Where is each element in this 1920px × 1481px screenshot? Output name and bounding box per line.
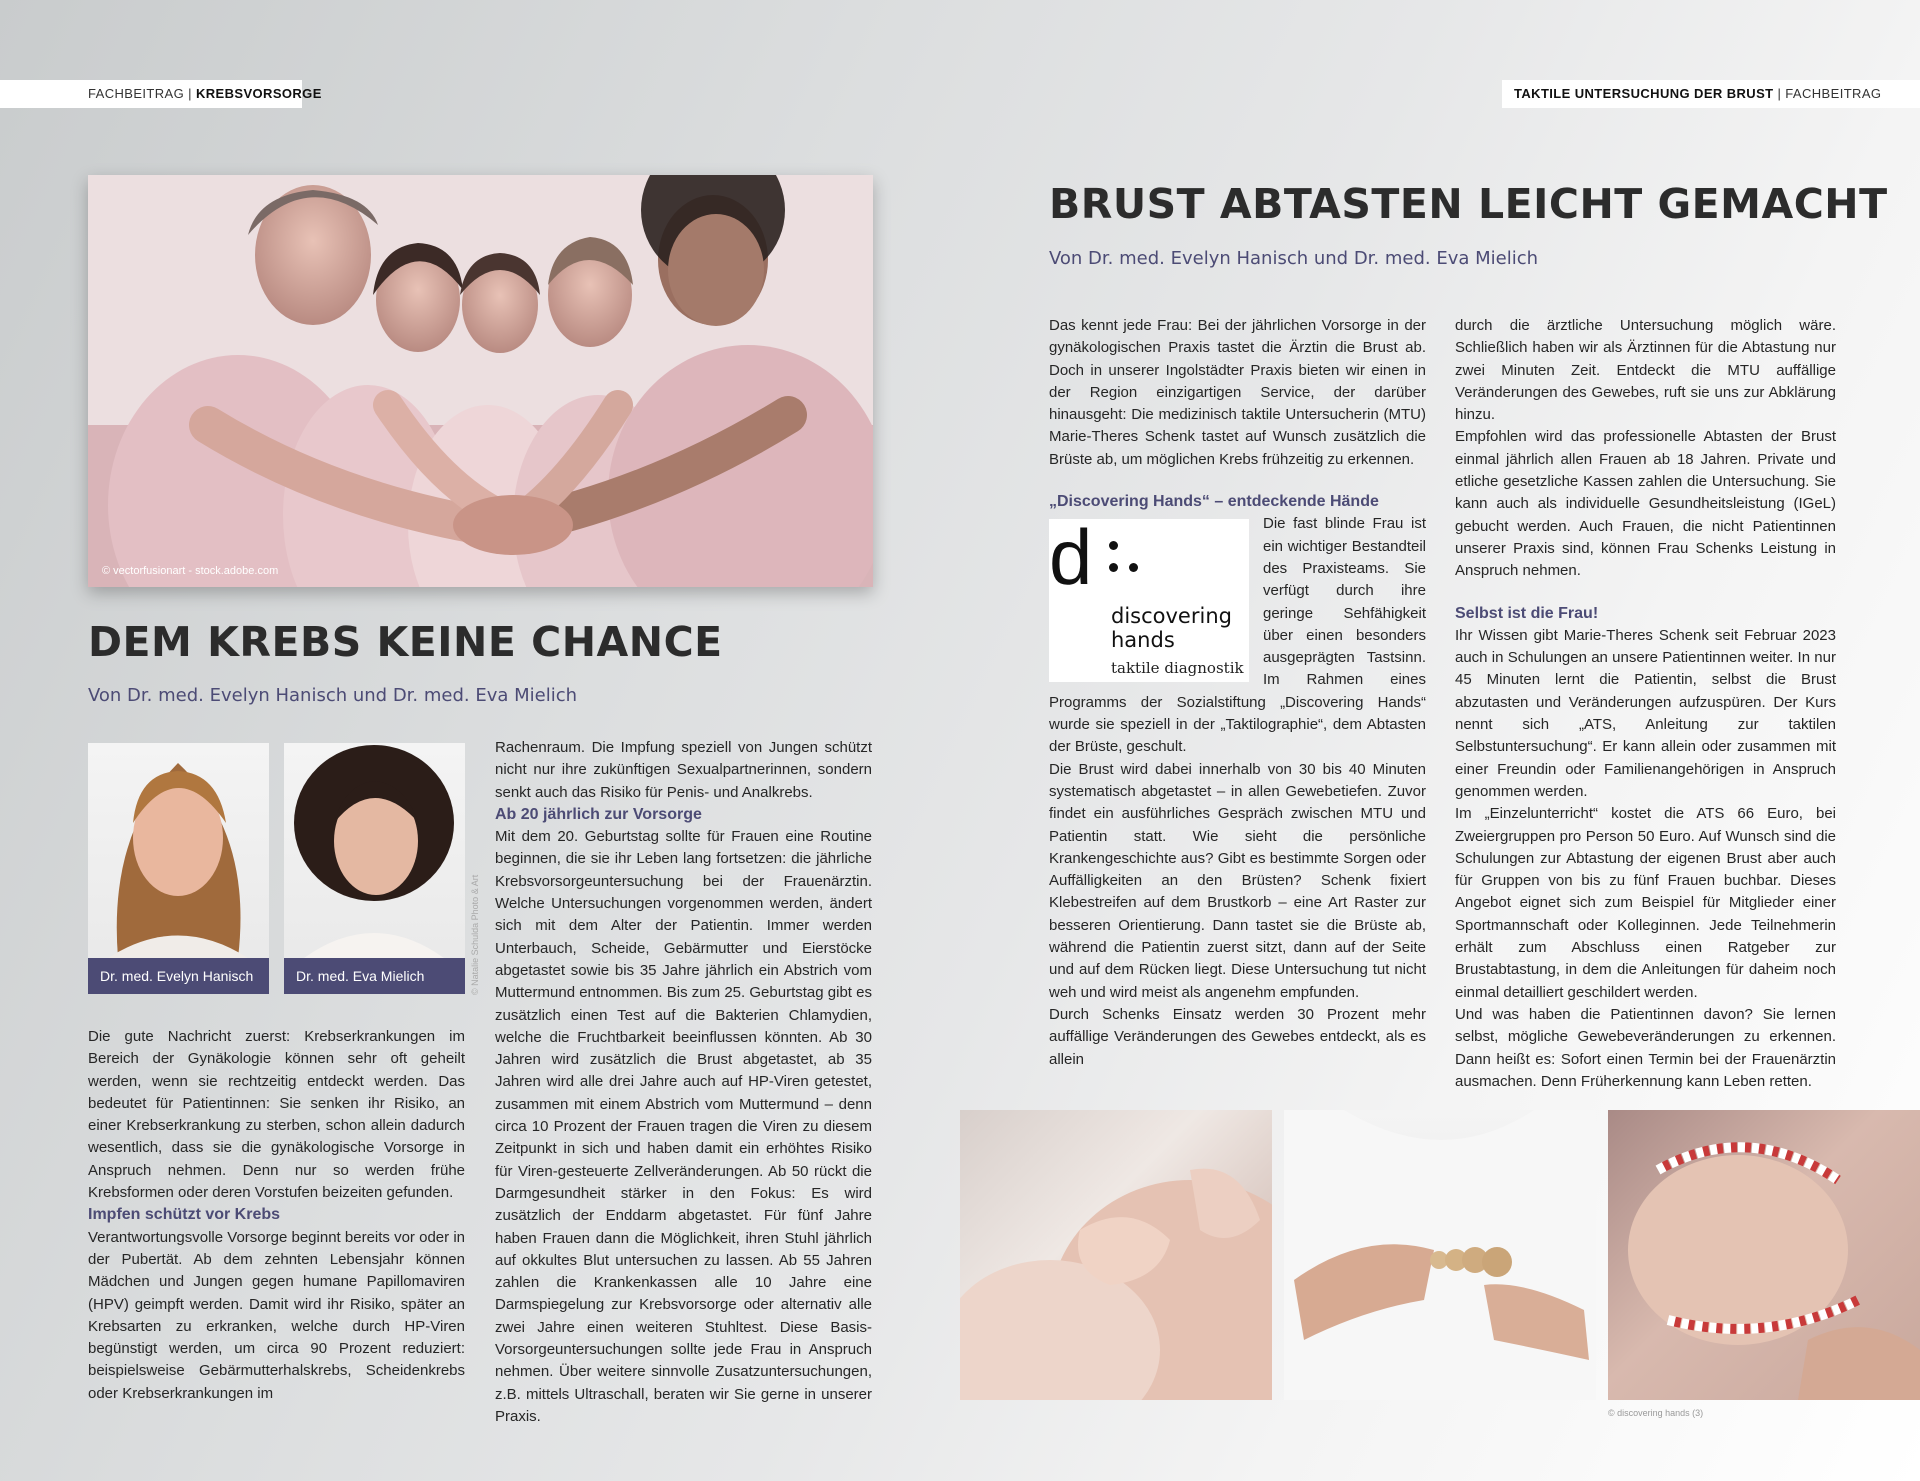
right-column-1 [1049,315,1426,1071]
portrait-evelyn-illustration [88,743,269,958]
portrait-eva-illustration [284,743,465,958]
bottom-photos-credit: © discovering hands (3) [1608,1408,1704,1418]
left-col2-paragraph-2: Mit dem 20. Geburtstag sollte für Frauen eine Routine beginnen, die sie ihr Leben lang fortsetzen: die jährliche Krebsvorsorgeuntersuchung bei der Frauenärztin. Welche Untersuchungen vorgenommen werden, ändert sich mit dem Alter der Patientin. Immer werden Unterbauch, Scheide, Gebärmutter und Eierstöcke abgetastet sowie bis 35 Jahre jährlich ein Abstrich vom Muttermund entnommen. Bis zum 25. Geburtstag gibt es zusätzlich einen Test auf die Bakterien Chlamydien, welche die Fruchtbarkeit beeinflussen könnten. Ab 30 Jahren wird zusätzlich die Brust abgetastet, ab 35 Jahren wird alle drei Jahre auch auf HP-Viren getestet, zusammen mit einem Abstrich vom Muttermund – denn circa 10 Prozent der Frauen tragen die Viren zu diesem Zeitpunkt in sich und haben damit ein erhöhtes Risiko für Viren-gesteuerte Zellveränderungen. Ab 50 rückt die Darmgesundheit stärker in den Fokus: Es wird zusätzlich der Enddarm abgetastet. Für fünf Jahre haben Frauen dann die Möglichkeit, ihren Stuhl jährlich auf okkultes Blut untersuchen zu lassen. Ab 55 Jahren zahlen die Krankenkassen alle 10 Jahre eine Darmspiegelung zur Krebsvorsorge oder alternativ alle zwei Jahre einen weiteren Stuhltest. Diese Basis-Vorsorgeuntersuchungen sollte jede Frau in Anspruch nehmen. Über weitere sinnvolle Zusatzuntersuchungen, z.B. mittels Ultraschall, beraten wir Sie gerne in unserer Praxis. [495,828,872,1425]
photo-tactile-training-beads [1284,1110,1596,1400]
photo-tape-illustration [1608,1110,1920,1400]
right-col2-paragraph-5: Und was haben die Patientinnen davon? Sie lernen selbst, mögliche Gewebeveränderungen zu erkennen. Dann heißt es: Sofort einen Termin bei der Frauenärztin ausmachen. Denn Früherkennung kann Leben retten. [1455,1005,1836,1090]
article-title-left: DEM KREBS KEINE CHANCE [88,618,723,666]
hero-photo-illustration [88,175,873,587]
portrait-photo-credit: © Natalie Schulda Photo & Art [470,874,480,995]
logo-dots [1109,541,1145,575]
discovering-hands-logo [1049,513,1249,682]
byline-left: Von Dr. med. Evelyn Hanisch und Dr. med. Eva Mielich [88,685,578,706]
portrait-caption-eva: Dr. med. Eva Mielich [284,958,465,994]
right-col1-paragraph-1: Das kennt jede Frau: Bei der jährlichen Vorsorge in der gynäkologischen Praxis tastet die Ärztin die Brust ab. Doch in unserer Ingolstädter Praxis bieten wir einen in der Region einzigartigen Service, der darüber hinausgeht: Die medizinisch taktile Untersucherin (MTU) Marie-Theres Schenk tastet auf Wunsch zusätzlich die Brüste ab, um möglichen Krebs frühzeitig zu erkennen. [1049,317,1426,468]
hero-photo-credit: © vectorfusionart - stock.adobe.com [102,565,279,577]
running-head-left-bold: KREBSVORSORGE [195,86,322,101]
logo-mark: d [1049,513,1093,602]
running-head-right-plain: | FACHBEITRAG [1773,86,1882,101]
running-head-right-bold: TAKTILE UNTERSUCHUNG DER BRUST [1514,86,1774,101]
left-col1-subheading: Impfen schützt vor Krebs [88,1206,281,1224]
portrait-evelyn-hanisch [88,743,269,994]
logo-word-2: hands [1111,628,1175,653]
right-col2-paragraph-1: durch die ärztliche Untersuchung möglich wäre. Schließlich haben wir als Ärztinnen für die Abtastung nur zwei Minuten Zeit. Entdeckt die MTU auffällige Veränderungen des Gewebes, ruft sie uns zur Abklärung hinzu. [1455,317,1836,424]
right-col1-paragraph-3: Die Brust wird dabei innerhalb von 30 bis 40 Minuten systematisch abgetastet – in allen Gewebetiefen. Zuvor findet ein ausführliches Gespräch zwischen MTU und Patientin statt. Wie sieht die persönliche Krankengeschichte aus? Gibt es bestimmte Sorgen oder Auffälligkeiten an den Brüsten? Schenk fixiert Klebestreifen auf dem Brustkorb – eine Art Raster zur besseren Orientierung. Dann tastet sie die Brüste ab, während die Patientin zuerst sitzt, dann auf der Seite und auf dem Rücken liegt. Diese Untersuchung tut nicht weh und wird meist als angenehm empfunden. [1049,760,1426,1001]
running-head-right [1502,80,1920,108]
right-col1-paragraph-2: Die fast blinde Frau ist ein wichtiger Bestandteil des Praxisteams. Sie verfügt durch ihre geringe Sehfähigkeit über einen besonders ausgeprägten Tastsinn. Im Rahmen eines Programms der Sozialstiftung „Discovering Hands“ wurde sie speziell in der „Taktilographie“, dem Abtasten der Brüste, geschult. [1049,515,1426,756]
right-col2-paragraph-4: Im „Einzelunterricht“ kostet die ATS 66 Euro, bei Zweiergruppen pro Person 50 Euro. Auf Wunsch sind die Schulungen zur Abtastung der eigenen Brust aber auch für Gruppen von bis zu fünf Frauen buchbar. Dieses Angebot eignet sich zum Beispiel für Mitglieder einer Sportmannschaft oder Kolleginnen. Jede Teilnehmerin erhält zum Abschluss einen Ratgeber zur Brustabtastung, in dem die Anleitungen für daheim noch einmal detailliert geschildert werden. [1455,805,1836,1001]
left-col2-subheading: Ab 20 jährlich zur Vorsorge [495,805,702,823]
photo-shoulder-illustration [960,1110,1272,1400]
left-col1-paragraph-1: Die gute Nachricht zuerst: Krebserkrankungen im Bereich der Gynäkologie können sehr oft geheilt werden, wenn sie rechtzeitig entdeckt werden. Das bedeutet für Patientinnen: Sie senken ihr Risiko, an einer Krebserkrankung zu sterben, schon allein dadurch wesentlich, dass sie die gynäkologische Vorsorge in Anspruch nehmen. Denn nur so werden frühe Krebsformen oder deren Vorstufen beizeiten gefunden. [88,1028,465,1202]
hero-photo-women-team [88,175,873,587]
left-column-1 [88,1026,465,1405]
portrait-caption-evelyn: Dr. med. Evelyn Hanisch [88,958,269,994]
photo-beads-illustration [1284,1110,1596,1400]
logo-tagline: taktile diagnostik [1111,659,1244,678]
right-col1-subheading: „Discovering Hands“ – entdeckende Hände [1049,493,1379,511]
article-title-right: BRUST ABTASTEN LEICHT GEMACHT [1049,180,1888,228]
left-column-2 [495,737,872,1428]
running-head-left [0,80,322,108]
right-column-2 [1455,315,1836,1093]
running-head-left-plain: FACHBEITRAG | [88,86,196,101]
left-col1-paragraph-2: Verantwortungsvolle Vorsorge beginnt bereits vor oder in der Pubertät. Ab dem zehnten Lebensjahr können Mädchen und Jungen gegen humane Papillomaviren (HPV) geimpft werden. Damit wird ihr Risiko, später an Krebsarten zu erkranken, welche durch HP-Viren begünstigt werden, um circa 90 Prozent reduziert: beispielsweise Gebärmutterhalskrebs, Scheidenkrebs oder Krebserkrankungen im [88,1228,465,1402]
photo-tactile-exam-shoulder [960,1110,1272,1400]
byline-right: Von Dr. med. Evelyn Hanisch und Dr. med. Eva Mielich [1049,248,1539,269]
right-col2-paragraph-2: Empfohlen wird das professionelle Abtasten der Brust einmal jährlich allen Frauen ab 18 Jahren. Private und etliche gesetzliche Kassen zahlen die Untersuchung. Sie kann auch als individuelle Gesundheitsleistung (IGeL) gebucht werden. Auch Frauen, die nicht Patientinnen unserer Praxis sind, können Frau Schenks Leistung in Anspruch nehmen. [1455,428,1836,580]
left-col2-paragraph-1: Rachenraum. Die Impfung speziell von Jungen schützt nicht nur ihre zukünftigen Sexualpartnerinnen, sondern senkt auch das Risiko für Penis- und Analkrebs. [495,739,872,801]
right-col2-paragraph-3: Ihr Wissen gibt Marie-Theres Schenk seit Februar 2023 auch in Schulungen an unsere Patientinnen weiter. In nur 45 Minuten lernt die Patientin, selbst die Brust abzutasten und Veränderungen aufzuspüren. Der Kurs nennt sich „ATS, Anleitung zur taktilen Selbstuntersuchung“. Er kann allein oder zusammen mit einer Freundin oder Familienangehörigen in Anspruch genommen werden. [1455,626,1836,800]
right-col1-paragraph-4: Durch Schenks Einsatz werden 30 Prozent mehr auffällige Veränderungen des Gewebes entdeckt, als es allein [1049,1005,1426,1068]
portrait-eva-mielich [284,743,465,994]
photo-breast-tape-grid [1608,1110,1920,1400]
right-col2-subheading: Selbst ist die Frau! [1455,604,1599,622]
logo-word-1: discovering [1111,604,1232,629]
